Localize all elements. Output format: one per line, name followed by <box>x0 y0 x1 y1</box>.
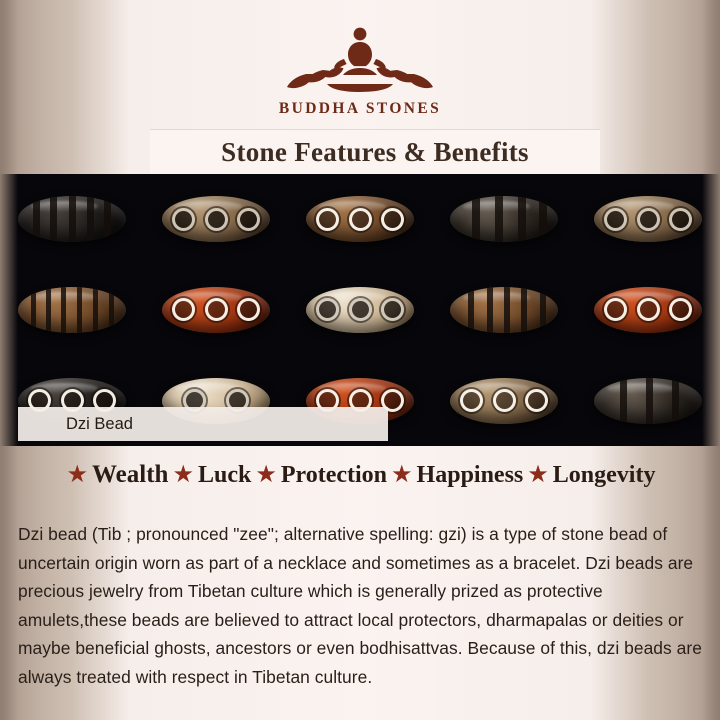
photo-caption-ribbon <box>18 407 388 441</box>
bead-item <box>306 287 414 333</box>
bead-item <box>18 196 126 242</box>
description-text: Dzi bead (Tib ; pronounced "zee"; alternative spelling: gzi) is a type of stone bead of uncertain origin worn as part of a necklace and sometimes as a bracelet. Dzi beads are precious jewelry from Tibetan culture which is generally prized as protective amulets,these beads are believed to attract local protectors, dharmapalas or deities or maybe beneficial ghosts, ancestors or even bodhisattvas. Because of this, dzi beads are always treated with respect in Tibetan culture. <box>18 524 702 687</box>
bead-item <box>18 287 126 333</box>
bead-item <box>450 196 558 242</box>
bead-item <box>450 287 558 333</box>
bead-item <box>162 287 270 333</box>
bead-grid <box>0 174 720 446</box>
star-icon: ★ <box>66 462 89 488</box>
brand-header <box>0 18 720 118</box>
bead-item <box>594 287 702 333</box>
brand-name: BUDDHA STONES <box>278 100 442 117</box>
benefit-longevity: Longevity <box>552 461 656 488</box>
photo-caption: Dzi Bead <box>66 414 133 433</box>
benefit-protection: Protection <box>280 461 388 488</box>
page-title: Stone Features & Benefits <box>221 137 529 167</box>
benefit-luck: Luck <box>197 461 252 488</box>
buddha-lotus-logo-icon <box>265 18 455 96</box>
star-icon: ★ <box>391 462 413 488</box>
bead-item <box>306 196 414 242</box>
bead-item <box>450 378 558 424</box>
star-icon: ★ <box>172 462 194 488</box>
benefit-wealth: Wealth <box>92 461 169 488</box>
benefits-row <box>0 452 720 498</box>
benefit-happiness: Happiness <box>416 461 524 488</box>
section-title-band <box>150 129 600 176</box>
bead-item <box>594 378 702 424</box>
star-icon: ★ <box>527 462 549 488</box>
bead-item <box>594 196 702 242</box>
bead-item <box>162 196 270 242</box>
dzi-bead-photo <box>0 174 720 446</box>
star-icon: ★ <box>255 462 277 488</box>
